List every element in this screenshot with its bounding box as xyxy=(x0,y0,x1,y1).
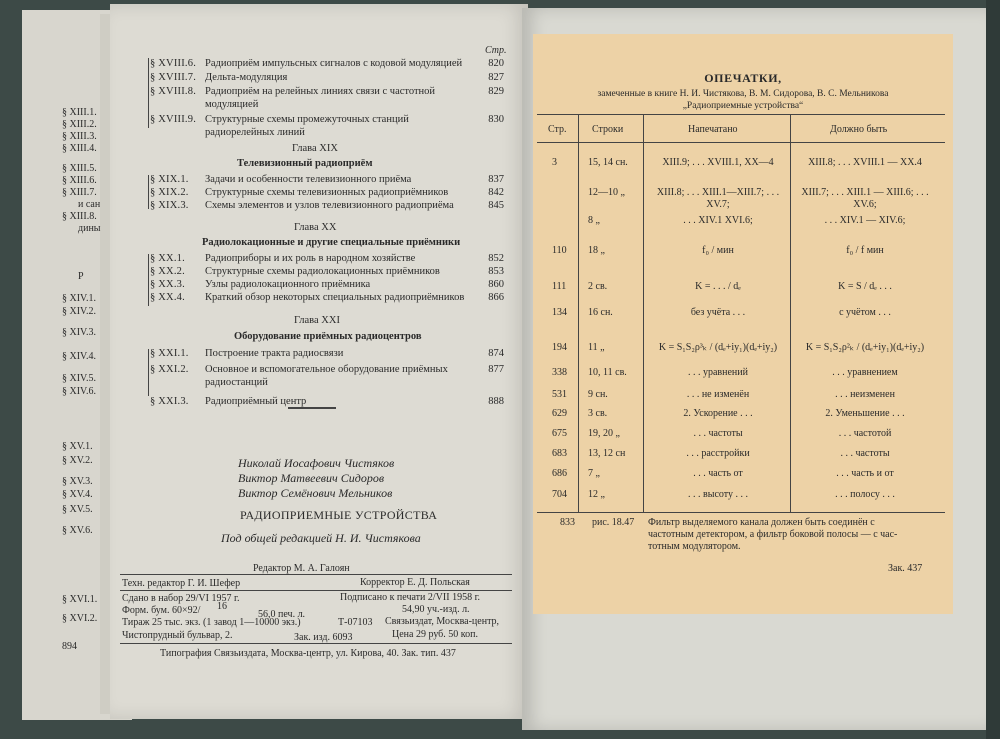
errata-cell-page: 629 xyxy=(552,408,567,419)
errata-cell-lines: 12—10 „ xyxy=(588,187,625,198)
underlying-section-number: и сан xyxy=(78,199,101,210)
errata-cell-printed: XIII.9; . . . XVIII.1, XX—4 xyxy=(662,157,774,168)
chapter-title: Оборудование приёмных радиоцентров xyxy=(234,331,422,342)
chapter-title: Телевизионный радиоприём xyxy=(237,158,373,169)
underlying-section-number: § XIII.4. xyxy=(62,143,97,154)
book-cover-edge xyxy=(986,0,1000,739)
imprint-corrector: Корректор Е. Д. Польская xyxy=(360,577,470,588)
toc-item-number: § XXI.3. xyxy=(150,396,189,407)
errata-order-number: Зак. 437 xyxy=(888,563,923,574)
errata-cell-lines: 9 сн. xyxy=(588,389,608,400)
errata-cell-lines: 19, 20 „ xyxy=(588,428,620,439)
toc-item-number: § XVIII.6. xyxy=(150,58,197,69)
errata-cell-lines: 16 сн. xyxy=(588,307,613,318)
errata-cell-printed: 2. Ускорение . . . xyxy=(683,408,753,419)
toc-bracket xyxy=(148,58,149,128)
imprint-rule-top xyxy=(120,574,512,575)
toc-item-number: § XIX.2. xyxy=(150,187,189,198)
errata-subtitle-1: замеченные в книге Н. И. Чистякова, В. М. Сидорова, В. С. Мельникова xyxy=(597,89,889,99)
errata-cell-correct: . . . часть и от xyxy=(836,468,894,479)
errata-table-top-rule xyxy=(537,114,945,115)
toc-item-page: 829 xyxy=(488,86,504,97)
imprint-line4a: Чистопрудный бульвар, 2. xyxy=(122,630,233,641)
book-title: РАДИОПРИЕМНЫЕ УСТРОЙСТВА xyxy=(240,508,438,522)
underlying-section-number: § XIV.2. xyxy=(62,306,96,317)
underlying-section-number: § XIII.8. xyxy=(62,211,97,222)
toc-item-page: 845 xyxy=(488,200,504,211)
underlying-section-number: § XIII.7. xyxy=(62,187,97,198)
errata-last-text-1: Фильтр выделяемого канала должен быть соединён с xyxy=(648,517,875,528)
author-2: Виктор Матвеевич Сидоров xyxy=(238,471,385,485)
errata-cell-correct: . . . неизменен xyxy=(835,389,895,400)
errata-cell-correct: с учётом . . . xyxy=(839,307,891,318)
errata-cell-printed: . . . высоту . . . xyxy=(688,489,748,500)
toc-item-page: 830 xyxy=(488,114,504,125)
toc-item-page: 820 xyxy=(488,58,504,69)
toc-item-title: Радиоприборы и их роль в народном хозяйстве xyxy=(205,253,416,264)
errata-last-lines: рис. 18.47 xyxy=(592,517,635,528)
errata-cell-printed: . . . XIV.1 XVI.6; xyxy=(683,215,753,226)
underlying-section-number: дины xyxy=(78,223,101,234)
underlying-section-number: § XIV.1. xyxy=(62,293,96,304)
imprint-line1b: Подписано к печати 2/VII 1958 г. xyxy=(340,592,481,603)
errata-cell-lines: 3 св. xyxy=(588,408,608,419)
toc-item-number: § XIX.3. xyxy=(150,200,189,211)
underlying-section-number: § XV.2. xyxy=(62,455,93,466)
errata-cell-correct: . . . частоты xyxy=(840,448,890,459)
toc-item-title: Схемы элементов и узлов телевизионного радиоприёма xyxy=(205,200,454,211)
underlying-page-number: 894 xyxy=(62,641,77,652)
toc-item-number: § XVIII.7. xyxy=(150,72,197,83)
toc-item-page: 827 xyxy=(488,72,504,83)
errata-cell-correct: . . . полосу . . . xyxy=(835,489,895,500)
errata-last-text-2: частотным детектором, а фильтр боковой полосы — с час- xyxy=(648,529,898,540)
errata-cell-lines: 2 св. xyxy=(588,281,608,292)
author-1: Николай Иосафович Чистяков xyxy=(238,456,395,470)
errata-cell-printed: без учёта . . . xyxy=(690,307,746,318)
errata-cell-correct: f₀ / f мин xyxy=(846,245,884,256)
errata-cell-lines: 7 „ xyxy=(588,468,600,479)
imprint-tech-editor: Техн. редактор Г. И. Шефер xyxy=(122,578,241,589)
chapter-label: Глава XIX xyxy=(292,143,338,154)
underlying-section-number: § XIII.1. xyxy=(62,107,97,118)
underlying-section-number: Р xyxy=(78,271,84,282)
underlying-section-number: § XVI.1. xyxy=(62,594,98,605)
errata-cell-page: 338 xyxy=(552,367,567,378)
errata-cell-printed: . . . уравнений xyxy=(687,367,748,378)
errata-cell-page: 704 xyxy=(552,489,567,500)
errata-cell-correct: K = S / dₑ . . . xyxy=(838,281,892,292)
errata-cell-printed: . . . частоты xyxy=(693,428,743,439)
errata-header-printed: Напечатано xyxy=(688,124,738,135)
imprint-printer: Типография Связьиздата, Москва-центр, ул. Кирова, 40. Зак. тип. 437 xyxy=(160,648,456,659)
errata-cell-lines: 11 „ xyxy=(588,342,605,353)
errata-last-page: 833 xyxy=(560,517,575,528)
toc-item-title: Дельта-модуляция xyxy=(205,72,288,83)
underlying-section-number: § XIV.4. xyxy=(62,351,96,362)
toc-bracket xyxy=(148,175,149,209)
toc-item-title: Радиоприёмный центр xyxy=(205,396,307,407)
errata-cell-lines: 13, 12 сн xyxy=(588,448,626,459)
errata-cell-printed: K = S₁S₂ρ³ₖ / (dₑ+iy₁)(dₑ+iy₂) xyxy=(658,342,778,353)
underlying-section-number: § XV.1. xyxy=(62,441,93,452)
toc-item-page: 852 xyxy=(488,253,504,264)
underlying-section-number: § XIII.3. xyxy=(62,131,97,142)
imprint-editor: Редактор М. А. Галоян xyxy=(253,563,350,574)
toc-item-number: § XXI.2. xyxy=(150,364,189,375)
errata-cell-correct: 2. Уменьшение . . . xyxy=(825,408,905,419)
imprint-line2b: 56,0 печ. л. xyxy=(258,609,306,620)
errata-table-header-rule xyxy=(537,142,945,143)
toc-item-title: Структурные схемы радиолокационных приёмников xyxy=(205,266,440,277)
toc-item-number: § XX.1. xyxy=(150,253,185,264)
errata-header-correct: Должно быть xyxy=(830,124,888,135)
errata-cell-lines: 8 „ xyxy=(588,215,600,226)
toc-bracket xyxy=(148,254,149,306)
errata-cell-printed: . . . часть от xyxy=(693,468,743,479)
imprint-line2c: 54,90 уч.-изд. л. xyxy=(402,604,470,615)
toc-item-number: § XIX.1. xyxy=(150,174,189,185)
errata-cell-lines: 10, 11 св. xyxy=(588,367,627,378)
errata-cell-lines: 12 „ xyxy=(588,489,605,500)
errata-header-page: Стр. xyxy=(548,124,567,135)
errata-cell-correct: . . . XIV.1 — XIV.6; xyxy=(824,215,906,226)
errata-cell-lines: 15, 14 сн. xyxy=(588,157,628,168)
errata-cell-page: 686 xyxy=(552,468,567,479)
editor-line: Под общей редакцией Н. И. Чистякова xyxy=(221,531,421,545)
errata-cell-page: 134 xyxy=(552,307,567,318)
errata-cell-correct: XIII.8; . . . XVIII.1 — XX.4 xyxy=(808,157,922,168)
imprint-line3b: Т-07103 xyxy=(338,617,373,628)
toc-column-header: Стр. xyxy=(485,45,507,56)
errata-cell-page: 111 xyxy=(552,281,567,292)
toc-item-page: 842 xyxy=(488,187,504,198)
toc-item-page: 837 xyxy=(488,174,504,185)
imprint-line1a: Сдано в набор 29/VI 1957 г. xyxy=(122,593,240,604)
underlying-section-number: § XIII.6. xyxy=(62,175,97,186)
toc-item-page: 853 xyxy=(488,266,504,277)
errata-cell-correct: . . . уравнением xyxy=(832,367,898,378)
toc-item-number: § XX.2. xyxy=(150,266,185,277)
errata-cell-page: 3 xyxy=(552,157,557,168)
errata-cell-printed: . . . не изменён xyxy=(686,389,750,400)
imprint-line4c: Цена 29 руб. 50 коп. xyxy=(392,629,478,640)
imprint-line3a: Тираж 25 тыс. экз. (1 завод 1—10000 экз.) xyxy=(122,617,301,628)
toc-item-title: Радиоприём импульсных сигналов с кодовой модуляцией xyxy=(205,58,463,69)
toc-item-page: 874 xyxy=(488,348,504,359)
underlying-section-number: § XV.6. xyxy=(62,525,93,536)
errata-cell-correct: . . . частотой xyxy=(838,428,892,439)
imprint-line4b: Зак. изд. 6093 xyxy=(294,632,353,643)
toc-item-number: § XX.4. xyxy=(150,292,185,303)
chapter-label: Глава XXI xyxy=(294,315,340,326)
toc-item-title: Структурные схемы телевизионных радиоприёмников xyxy=(205,187,449,198)
errata-cell-page: 531 xyxy=(552,389,567,400)
errata-cell-page: 194 xyxy=(552,342,567,353)
toc-item-page: 877 xyxy=(488,364,504,375)
toc-item-number: § XXI.1. xyxy=(150,348,189,359)
underlying-section-number: § XIV.3. xyxy=(62,327,96,338)
toc-item-number: § XVIII.9. xyxy=(150,114,197,125)
errata-subtitle-2: „Радиоприемные устройства“ xyxy=(682,101,804,111)
errata-cell-page: 110 xyxy=(552,245,567,256)
toc-item-title: Краткий обзор некоторых специальных радиоприёмников xyxy=(205,292,465,303)
underlying-section-number: § XIII.5. xyxy=(62,163,97,174)
underlying-section-number: § XV.5. xyxy=(62,504,93,515)
underlying-section-number: § XIII.2. xyxy=(62,119,97,130)
errata-cell-lines: 18 „ xyxy=(588,245,605,256)
errata-title: ОПЕЧАТКИ, xyxy=(704,71,782,85)
toc-item-page: 866 xyxy=(488,292,504,303)
imprint-line3c: Связьиздат, Москва-центр, xyxy=(385,616,500,627)
underlying-section-number: § XV.4. xyxy=(62,489,93,500)
errata-table-bottom-rule xyxy=(537,512,945,513)
toc-item-page: 860 xyxy=(488,279,504,290)
errata-col-rule-3 xyxy=(790,114,791,512)
underlying-section-number: § XIV.5. xyxy=(62,373,96,384)
toc-item-number: § XVIII.8. xyxy=(150,86,197,97)
imprint-line2-fraction: 16 xyxy=(217,601,227,612)
toc-item-title: Узлы радиолокационного приёмника xyxy=(205,279,371,290)
imprint-line2a: Форм. бум. 60×92/ xyxy=(122,605,201,616)
toc-item-title: Структурные схемы промежуточных станций радиорелейных линий xyxy=(205,114,409,138)
underlying-section-number: § XV.3. xyxy=(62,476,93,487)
errata-cell-correct: XIII.7; . . . XIII.1 — XIII.6; . . . XV.6; xyxy=(801,187,929,210)
errata-cell-printed: . . . расстройки xyxy=(686,448,750,459)
errata-cell-printed: f₀ / мин xyxy=(702,245,734,256)
author-3: Виктор Семёнович Мельников xyxy=(238,486,393,500)
toc-item-title: Построение тракта радиосвязи xyxy=(205,348,344,359)
toc-item-page: 888 xyxy=(488,396,504,407)
imprint-rule-bottom xyxy=(120,643,512,644)
errata-col-rule-1 xyxy=(578,114,579,512)
errata-cell-page: 675 xyxy=(552,428,567,439)
errata-col-rule-2 xyxy=(643,114,644,512)
errata-cell-printed: XIII.8; . . . XIII.1—XIII.7; . . . XV.7; xyxy=(656,187,780,210)
errata-cell-printed: K = . . . / dₑ xyxy=(695,281,741,292)
toc-item-title: Основное и вспомогательное оборудование приёмных радиостанций xyxy=(205,364,448,388)
errata-last-text-3: тотным модулятором. xyxy=(648,541,741,552)
toc-item-title: Радиоприём на релейных линиях связи с частотной модуляцией xyxy=(205,86,436,110)
errata-header-lines: Строки xyxy=(592,124,624,135)
underlying-section-number: § XVI.2. xyxy=(62,613,98,624)
divider xyxy=(288,407,336,409)
errata-cell-page: 683 xyxy=(552,448,567,459)
errata-cell-correct: K = S₁S₂ρ²ₖ / (dₑ+iy₁)(dₑ+iy₂) xyxy=(805,342,925,353)
toc-item-number: § XX.3. xyxy=(150,279,185,290)
toc-bracket xyxy=(148,349,149,396)
chapter-label: Глава XX xyxy=(294,222,337,233)
underlying-section-number: § XIV.6. xyxy=(62,386,96,397)
toc-item-title: Задачи и особенности телевизионного приёма xyxy=(205,174,412,185)
chapter-title: Радиолокационные и другие специальные приёмники xyxy=(202,237,461,248)
